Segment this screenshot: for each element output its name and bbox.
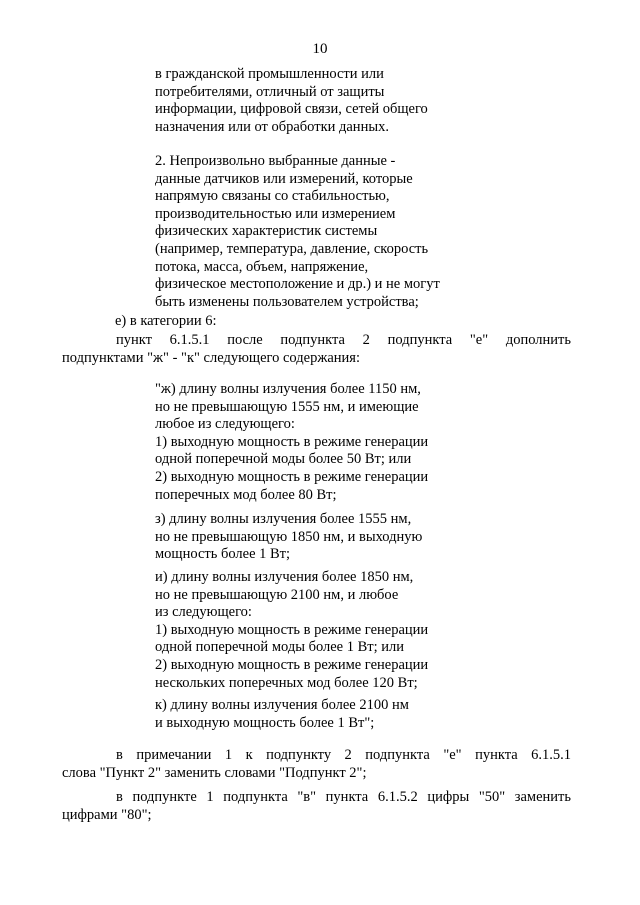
category-heading [115, 313, 217, 331]
text-line: поперечных мод более 80 Вт; [155, 486, 337, 503]
text-line: 2. Непроизвольно выбранные данные - [155, 153, 396, 169]
digits-paragraph [62, 789, 571, 824]
text-line: потока, масса, объем, напряжение, [155, 258, 369, 275]
text-line: назначения или от обработки данных. [155, 118, 389, 135]
text-line: любое из следующего: [155, 416, 295, 433]
text-line: потребителями, отличный от защиты [155, 83, 385, 100]
text-line: из следующего: [155, 604, 252, 621]
text-line: но не превышающую 1555 нм, и имеющие [155, 398, 419, 415]
item-z-block [155, 511, 422, 564]
text-line: и выходную мощность более 1 Вт"; [155, 714, 375, 731]
text-line: производительностью или измерением [155, 205, 396, 222]
item-k-block [155, 697, 409, 732]
text-line: и) длину волны излучения более 1850 нм, [155, 569, 414, 585]
text-line: 2) выходную мощность в режиме генерации [155, 468, 429, 485]
text-line: 1) выходную мощность в режиме генерации [155, 433, 429, 450]
item-zh-block [155, 381, 428, 504]
text-line: физических характеристик системы [155, 223, 378, 240]
definition-2-block [155, 153, 440, 311]
page-number: 10 [312, 41, 328, 57]
text-line: данные датчиков или измерений, которые [155, 170, 413, 187]
note-paragraph [62, 747, 571, 782]
text-line: быть изменены пользователем устройства; [155, 293, 419, 310]
definition-continuation-block [155, 66, 428, 136]
text-line: 1) выходную мощность в режиме генерации [155, 621, 429, 638]
text-line: но не превышающую 1850 нм, и выходную [155, 528, 423, 545]
text-line: (например, температура, давление, скорость [155, 240, 429, 257]
text-line: информации, цифровой связи, сетей общего [155, 101, 428, 118]
note-line-1: в примечании 1 к подпункту 2 подпункта "е" пункта 6.1.5.1 [116, 747, 571, 763]
text-line: мощность более 1 Вт; [155, 546, 291, 563]
text-line: "ж) длину волны излучения более 1150 нм, [155, 381, 421, 397]
text-line: 2) выходную мощность в режиме генерации [155, 656, 429, 673]
text-line: одной поперечной моды более 50 Вт; или [155, 451, 412, 468]
item-i-block [155, 569, 428, 692]
digits-line-2: цифрами "80"; [62, 806, 152, 823]
instruction-paragraph [62, 332, 571, 367]
category-heading-text: е) в категории 6: [115, 313, 217, 329]
instruction-line-1: пункт 6.1.5.1 после подпункта 2 подпункта "е" дополнить [116, 332, 571, 348]
text-line: в гражданской промышленности или [155, 66, 384, 82]
digits-line-1: в подпункте 1 подпункта "в" пункта 6.1.5.2 цифры "50" заменить [116, 789, 571, 805]
note-line-2: слова "Пункт 2" заменить словами "Подпункт 2"; [62, 764, 367, 781]
text-line: з) длину волны излучения более 1555 нм, [155, 511, 412, 527]
text-line: одной поперечной моды более 1 Вт; или [155, 639, 405, 656]
text-line: к) длину волны излучения более 2100 нм [155, 697, 409, 713]
instruction-line-2: подпунктами "ж" - "к" следующего содержания: [62, 349, 360, 366]
text-line: напрямую связаны со стабильностью, [155, 188, 390, 205]
text-line: физическое местоположение и др.) и не могут [155, 276, 440, 293]
text-line: но не превышающую 2100 нм, и любое [155, 586, 399, 603]
text-line: нескольких поперечных мод более 120 Вт; [155, 674, 418, 691]
